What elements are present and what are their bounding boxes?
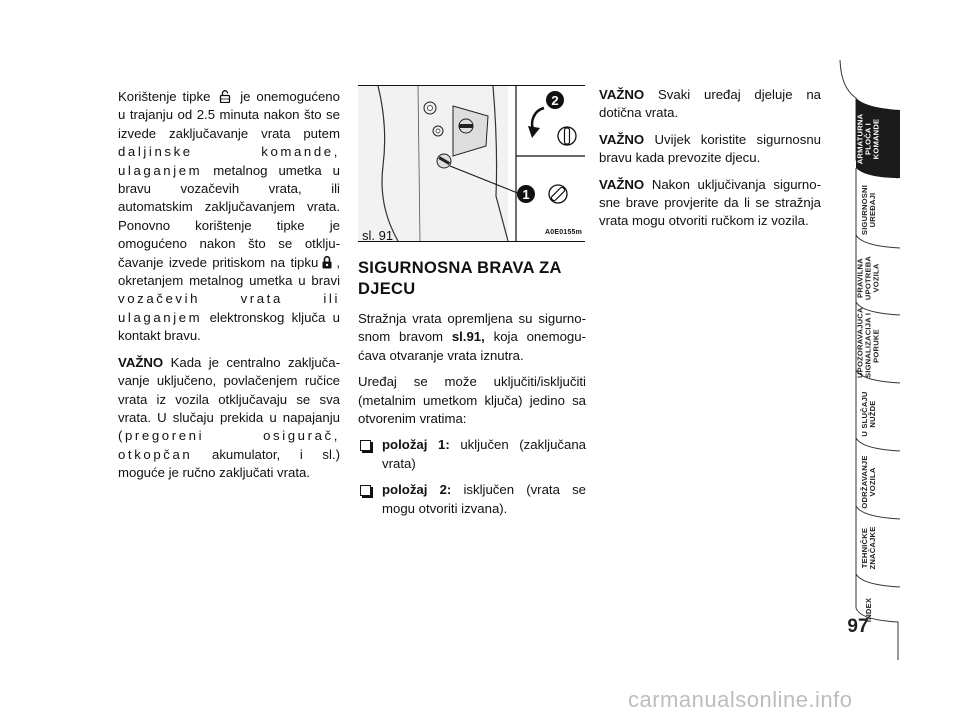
- callout-1-label: 1: [522, 187, 530, 202]
- column-2: [358, 258, 586, 526]
- door-lock-drawing: [358, 86, 585, 241]
- position-list: [358, 436, 586, 518]
- list-item: položaj 1: uključen (zaključana vrata): [358, 436, 586, 473]
- tab-technical-specs[interactable]: TEHNIČKE ZNAČAJKE: [859, 526, 877, 570]
- bullet-box-icon: [360, 485, 371, 496]
- column-3: [599, 86, 821, 239]
- section-heading: SIGURNOSNA BRAVA ZA DJECU: [358, 259, 562, 298]
- tab-emergency[interactable]: U SLUČAJU NUŽDE: [859, 391, 877, 437]
- callout-2-label: 2: [551, 93, 559, 108]
- tab-correct-use[interactable]: PRAVILNA UPOTREBA VOZILA: [855, 255, 882, 301]
- bullet-box-icon: [360, 440, 371, 451]
- chapter-sidebar: [838, 60, 900, 660]
- list-item: položaj 2: isključen (vrata se mogu otvoriti izvana).: [358, 481, 586, 518]
- paragraph-child-lock-intro: Stražnja vrata opremljena su sigurno-snom bravom sl.91, koja onemogu-ćava otvaranje vrata iznutra.: [358, 311, 586, 363]
- watermark-text: carmanualsonline.info: [628, 687, 853, 712]
- important-note: VAŽNO Svaki uređaj djeluje na dotična vrata.: [599, 87, 821, 121]
- important-note: VAŽNO Uvijek koristite sigurnosnu bravu kada prevozite djecu.: [599, 131, 822, 166]
- locked-padlock-icon: [321, 256, 333, 269]
- paragraph-important-central-locking: VAŽNO Kada je centralno zaključa-vanje uključeno, povlačenjem ručice vrata iz vozila otključavaju se sva vrata. U slučaju prekida u napajanju (pregoreni osigurač, otkopčan akumulator, i sl.) moguće je ručno zaključati vrata.: [118, 354, 341, 481]
- important-note: VAŽNO Nakon uključivanja sigurno-sne brave provjerite da li se stražnja vrata mogu otvoriti ručkom iz vozila.: [599, 176, 821, 229]
- figure-code: A0E0155m: [545, 229, 583, 236]
- figure-caption: sl. 91: [362, 228, 394, 243]
- paragraph-child-lock-usage: Uređaj se može uključiti/isključiti (metalnim umetkom ključa) jedino sa otvorenim vratima:: [358, 374, 586, 427]
- tab-warnings[interactable]: UPOZORAVAJUĆA SIGNALIZACIJA I PORUKE: [855, 307, 882, 378]
- figure-reference: sl.91,: [451, 329, 485, 345]
- figure-child-lock-illustration: [358, 85, 585, 242]
- unlocked-padlock-icon: [219, 90, 231, 103]
- column-1: [118, 88, 340, 491]
- tab-instrument-panel[interactable]: ARMATURNA PLOČA I KOMANDE: [855, 113, 882, 165]
- important-label: VAŽNO: [118, 354, 164, 370]
- tab-safety-devices[interactable]: SIGURNOSNI UREĐAJI: [859, 184, 877, 236]
- tab-maintenance[interactable]: ODRŽAVANJE VOZILA: [859, 455, 877, 509]
- page-number: 97: [847, 616, 869, 637]
- tab-index[interactable]: INDEX: [863, 597, 873, 623]
- paragraph-key-lock: Korištenje tipke je onemogućeno u trajanju od 2.5 minuta nakon što se izvede zaključavanje vrata putem daljinske komande, ulaganjem metalnog umetka u bravu vozačevih vrata, ili automatskim zaključavanjem vrata. Ponovno korištenje tipke je omogućeno nakon što se otklju-čavanje izvede pritiskom na tipku , okretanjem metalnog umetka u bravi vozačevih vrata ili ulaganjem elektronskog ključa u kontakt bravu.: [118, 89, 340, 344]
